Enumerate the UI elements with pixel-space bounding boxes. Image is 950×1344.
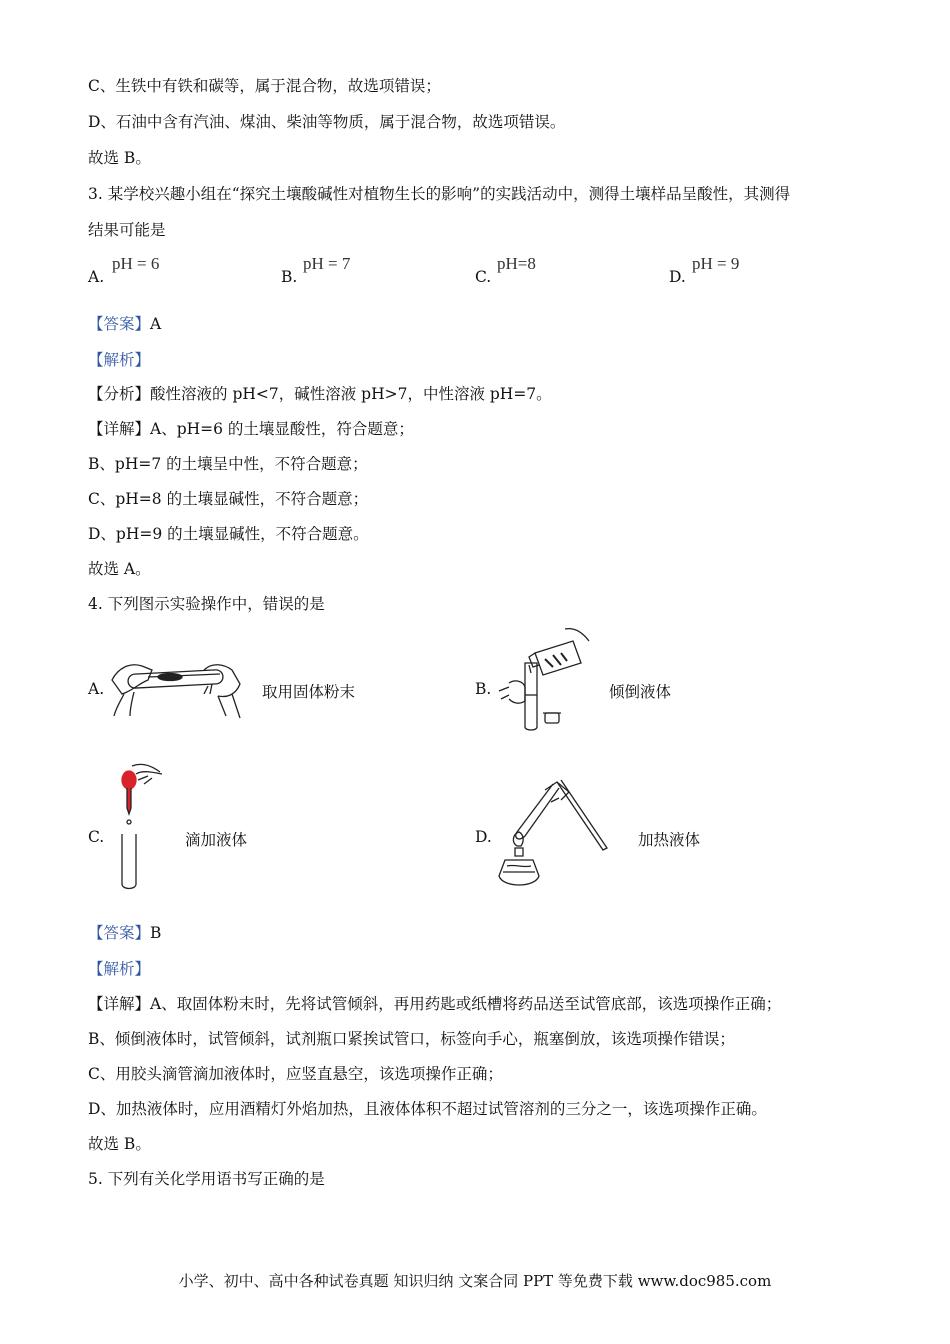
text-line-d: D、石油中含有汽油、煤油、柴油等物质，属于混合物，故选项错误。 xyxy=(88,113,566,131)
answer-value: A xyxy=(150,315,162,333)
q4-option-b-caption: 倾倒液体 xyxy=(609,683,672,701)
q3-detail-c: C、pH=8 的土壤显碱性，不符合题意； xyxy=(88,490,369,508)
q4-option-d-letter: D. xyxy=(475,828,492,846)
text-line-c: C、生铁中有铁和碳等，属于混合物，故选项错误； xyxy=(88,77,441,95)
q3-analysis-title: 【解析】 xyxy=(88,351,151,369)
q4-detail-b: B、倾倒液体时，试管倾斜，试剂瓶口紧挨试管口，标签向手心，瓶塞倒放，该选项操作错误； xyxy=(88,1030,735,1048)
q4-detail-c: C、用胶头滴管滴加液体时，应竖直悬空，该选项操作正确； xyxy=(88,1065,503,1083)
q3-option-a-text: pH = 6 xyxy=(112,254,160,273)
detail-a-text: A、pH=6 的土壤显酸性，符合题意； xyxy=(150,420,414,438)
q3-conclusion: 故选 A。 xyxy=(88,560,151,578)
heating-liquid-illustration xyxy=(495,776,620,896)
q3-detail-b: B、pH=7 的土壤呈中性，不符合题意； xyxy=(88,455,368,473)
q4-option-a-letter: A. xyxy=(88,680,105,698)
page-footer: 小学、初中、高中各种试卷真题 知识归纳 文案合同 PPT 等免费下载 www.doc985.com xyxy=(178,1272,772,1290)
dropper-illustration xyxy=(108,762,178,892)
answer-value: B xyxy=(150,924,162,942)
answer-label: 【答案】 xyxy=(88,924,151,942)
q4-answer xyxy=(88,923,161,943)
xiangjie-label: 【详解】 xyxy=(88,420,151,438)
q3-fenxi xyxy=(88,384,552,404)
q3-option-d-letter: D. xyxy=(669,268,686,286)
q3-option-a-letter: A. xyxy=(88,268,105,286)
q5-stem: 5. 下列有关化学用语书写正确的是 xyxy=(88,1170,325,1188)
q3-option-b-text: pH = 7 xyxy=(303,254,351,273)
pour-liquid-illustration xyxy=(495,625,595,730)
q4-detail-d: D、加热液体时，应用酒精灯外焰加热，且液体体积不超过试管溶剂的三分之一，该选项操作正确。 xyxy=(88,1100,767,1118)
fenxi-label: 【分析】 xyxy=(88,385,151,403)
q4-option-c-letter: C. xyxy=(88,828,105,846)
powder-scoop-illustration xyxy=(108,650,248,725)
q3-detail-a xyxy=(88,419,414,439)
q4-option-c-caption: 滴加液体 xyxy=(185,831,248,849)
q3-option-c-letter: C. xyxy=(475,268,492,286)
fenxi-text: 酸性溶液的 pH<7，碱性溶液 pH>7，中性溶液 pH=7。 xyxy=(150,385,552,403)
detail-a-text: A、取固体粉末时，先将试管倾斜，再用药匙或纸槽将药品送至试管底部，该选项操作正确； xyxy=(150,995,782,1013)
q3-answer xyxy=(88,314,161,334)
q4-detail-a xyxy=(88,994,781,1014)
q4-stem: 4. 下列图示实验操作中，错误的是 xyxy=(88,595,325,613)
q3-stem-line1: 3. 某学校兴趣小组在“探究土壤酸碱性对植物生长的影响”的实践活动中，测得土壤样品呈酸性，其测得 xyxy=(88,185,791,203)
xiangjie-label: 【详解】 xyxy=(88,995,151,1013)
q3-detail-d: D、pH=9 的土壤显碱性，不符合题意。 xyxy=(88,525,369,543)
q3-option-b-letter: B. xyxy=(281,268,298,286)
text-line-choose: 故选 B。 xyxy=(88,149,151,167)
q4-option-a-caption: 取用固体粉末 xyxy=(262,683,356,701)
q3-stem-line2: 结果可能是 xyxy=(88,221,166,239)
q3-option-d-text: pH = 9 xyxy=(692,254,740,273)
q3-option-c-text: pH=8 xyxy=(497,254,536,273)
q4-option-d-caption: 加热液体 xyxy=(638,831,701,849)
q4-option-b-letter: B. xyxy=(475,680,492,698)
answer-label: 【答案】 xyxy=(88,315,151,333)
q4-analysis-title: 【解析】 xyxy=(88,960,151,978)
q4-conclusion: 故选 B。 xyxy=(88,1135,151,1153)
